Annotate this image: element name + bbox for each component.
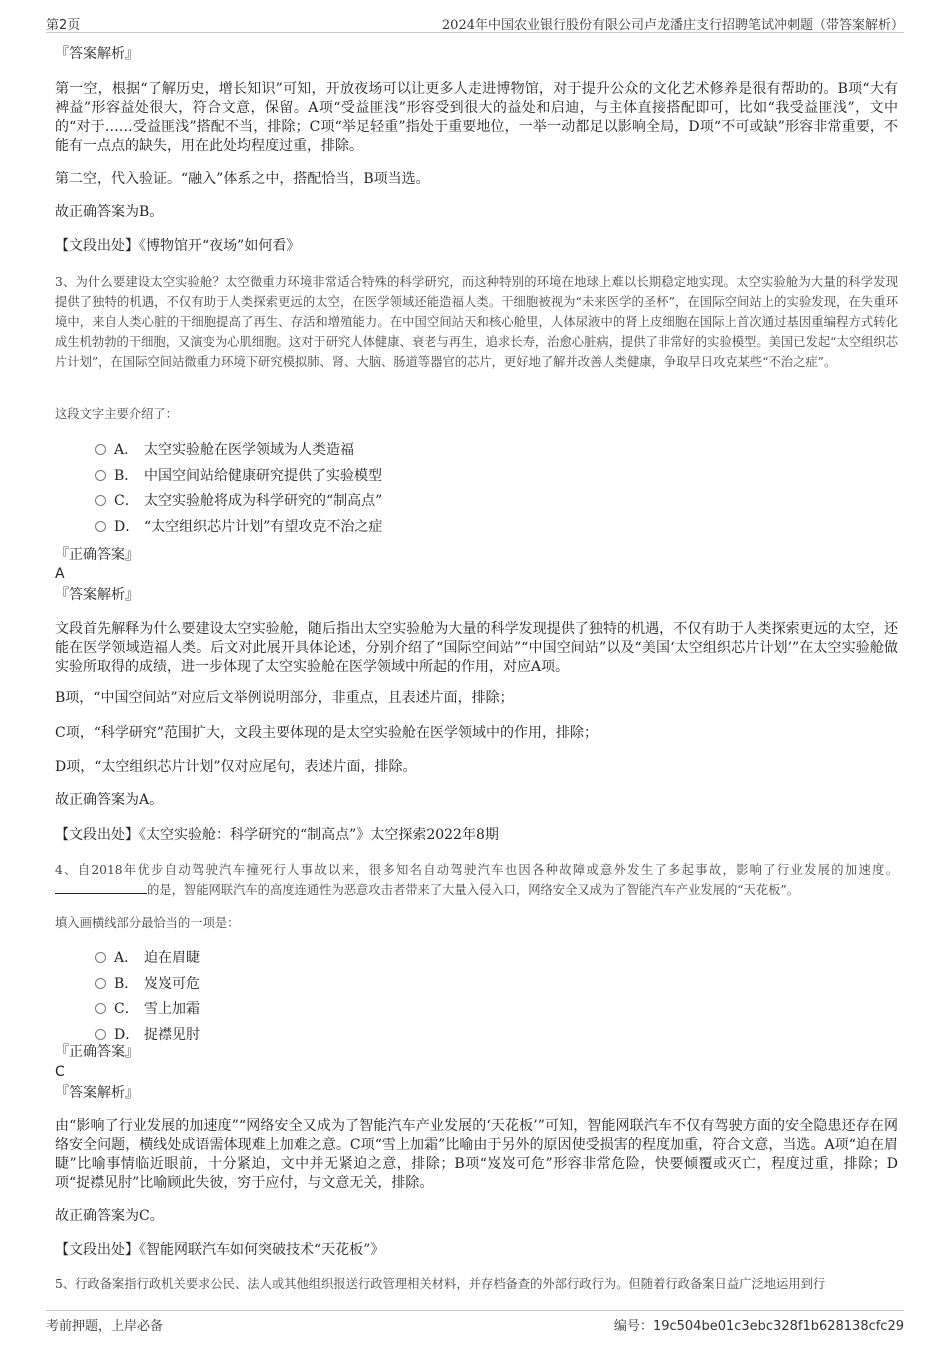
q4-answer-label-block [55, 1043, 898, 1062]
radio-icon[interactable] [95, 444, 106, 455]
q4-option-d[interactable]: D． 捉襟见肘 [95, 1024, 200, 1046]
q3-prompt-block [55, 404, 898, 424]
q4-stem-block [55, 860, 898, 900]
footer-slogan: 考前押题，上岸必备 [46, 1319, 164, 1334]
q3-conclusion-block [55, 791, 898, 810]
page-number: 第2页 [46, 18, 81, 33]
q3-analysis-p2: B项，“中国空间站”对应后文举例说明部分，非重点，且表述片面，排除； [55, 690, 514, 706]
footer-code-value: 19c504be01c3ebc328f1b628138cfc29 [652, 1319, 904, 1334]
q3-analysis-p2-block [55, 689, 898, 708]
q4-prompt: 填入画横线部分最恰当的一项是： [55, 916, 240, 930]
q2-conclusion-block [55, 203, 898, 222]
q2-source-block [55, 237, 898, 256]
q4-conclusion: 故正确答案为C。 [55, 1208, 164, 1224]
q4-source: 【文段出处】《智能网联汽车如何突破技术“天花板”》 [55, 1242, 385, 1258]
radio-icon[interactable] [95, 1029, 106, 1040]
radio-icon[interactable] [95, 495, 106, 506]
q3-stem: 3、为什么要建设太空实验舱？太空微重力环境非常适合特殊的科学研究，而这种特别的环境在地球上难以长期稳定地实现。太空实验舱为大量的科学发现提供了独特的机遇，不仅有助于人类探索更远的太空，在医学领域还能造福人类。干细胞被视为“未来医学的圣杯”，在国际空间站上的实验发现，在失重环境中，来自人类心脏的干细胞提高了再生、存活和增殖能力。在中国空间站天和核心舱里，人体尿液中的肾上皮细胞在国际上首次通过基因重编程方式转化成生机勃勃的干细胞，又演变为心肌细胞。这对于研究人体健康、衰老与再生，追求长寿，治愈心脏病，提供了非常好的实验模型。美国已发起“太空组织芯片计划”，在国际空间站微重力环境下研究模拟肺、肾、大脑、肠道等器官的芯片，更好地了解并改善人类健康，争取早日攻克某些“不治之症”。 [55, 275, 898, 369]
q3-option-c[interactable]: C． 太空实验舱将成为科学研究的“制高点” [95, 490, 382, 512]
q3-answer: A [55, 566, 65, 582]
q2-source: 【文段出处】《博物馆开“夜场”如何看》 [55, 238, 301, 254]
q4-prompt-block [55, 913, 898, 933]
q2-conclusion: 故正确答案为B。 [55, 204, 164, 220]
q3-prompt: 这段文字主要介绍了： [55, 407, 178, 421]
q3-option-b[interactable]: B． 中国空间站给健康研究提供了实验模型 [95, 465, 382, 487]
q2-analysis-label: 『答案解析』 [55, 46, 139, 62]
q4-option-c[interactable]: C． 雪上加霜 [95, 998, 200, 1020]
q4-analysis-label: 『答案解析』 [55, 1085, 139, 1101]
footer-code [614, 1315, 904, 1334]
q3-analysis-label-block [55, 586, 898, 605]
q4-analysis-p1-block [55, 1117, 898, 1193]
q2-analysis-p1-block [55, 80, 898, 156]
q5-stem: 5、行政备案指行政机关要求公民、法人或其他组织报送行政管理相关材料，并存档备查的外部行政行为。但随着行政备案日益广泛地运用到行 [55, 1277, 826, 1291]
q3-analysis-p1: 文段首先解释为什么要建设太空实验舱，随后指出太空实验舱为大量的科学发现提供了独特的机遇，不仅有助于人类探索更远的太空，还能在医学领域造福人类。后文对此展开具体论述，分别介绍了“国际空间站”“中国空间站”以及“美国‘太空组织芯片计划’”在太空实验舱做实验所取得的成绩，进一步体现了太空实验舱在医学领域中所起的作用，对应A项。 [55, 621, 898, 675]
q2-analysis-p2: 第二空，代入验证。“融入”体系之中，搭配恰当，B项当选。 [55, 171, 430, 187]
q2-analysis-label-block [55, 45, 898, 64]
radio-icon[interactable] [95, 978, 106, 989]
q2-analysis-p1: 第一空，根据“了解历史，增长知识”可知，开放夜场可以让更多人走进博物馆，对于提升公众的文化艺术修养是很有帮助的。B项“大有裨益”形容益处很大，符合文意，保留。A项“受益匪浅”形容受到很大的益处和启迪，与主体直接搭配即可，比如“我受益匪浅”，文中的“对于……受益匪浅”搭配不当，排除；C项“举足轻重”指处于重要地位，一举一动都足以影响全局，D项“不可或缺”形容非常重要，不能有一点点的缺失，用在此处均程度过重，排除。 [55, 81, 898, 154]
document-title: 2024年中国农业银行股份有限公司卢龙潘庄支行招聘笔试冲刺题（带答案解析） [441, 18, 904, 33]
q3-source: 【文段出处】《太空实验舱：科学研究的“制高点”》太空探索2022年8期 [55, 827, 499, 843]
q4-stem-end: 的是，智能网联汽车的高度连通性为恶意攻击者带来了大量入侵入口，网络安全又成为了智能汽车产业发展的“天花板”。 [147, 883, 800, 897]
q3-analysis-p1-block [55, 620, 898, 677]
q3-stem-block [55, 272, 898, 372]
q3-analysis-p3: C项，“科学研究”范围扩大，文段主要体现的是太空实验舱在医学领域中的作用，排除； [55, 725, 599, 741]
q4-source-block [55, 1241, 898, 1260]
page-footer [46, 1310, 904, 1333]
footer-code-label: 编号： [613, 1319, 653, 1334]
q3-option-a[interactable]: A． 太空实验舱在医学领域为人类造福 [95, 439, 354, 461]
q5-stem-block [55, 1274, 898, 1294]
radio-icon[interactable] [95, 952, 106, 963]
radio-icon[interactable] [95, 1003, 106, 1014]
q3-analysis-p4-block [55, 758, 898, 777]
q3-option-d[interactable]: D． “太空组织芯片计划”有望攻克不治之症 [95, 516, 382, 538]
q4-answer: C [55, 1064, 65, 1080]
q4-answer-block [55, 1063, 898, 1082]
q3-conclusion: 故正确答案为A。 [55, 792, 164, 808]
q3-analysis-p3-block [55, 724, 898, 743]
q4-option-a[interactable]: A． 迫在眉睫 [95, 947, 200, 969]
q4-stem-start: 4、自2018年优步自动驾驶汽车撞死行人事故以来，很多知名自动驾驶汽车也因各种故障或意外发生了多起事故，影响了行业发展的加速度。 [55, 863, 898, 877]
q4-conclusion-block [55, 1207, 898, 1226]
q2-analysis-p2-block [55, 170, 898, 189]
q4-analysis-label-block [55, 1084, 898, 1103]
q3-analysis-label: 『答案解析』 [55, 587, 139, 603]
q3-source-block [55, 826, 898, 845]
q3-analysis-p4: D项，“太空组织芯片计划”仅对应尾句，表述片面，排除。 [55, 759, 417, 775]
page-header [46, 12, 904, 33]
q4-answer-label: 『正确答案』 [55, 1044, 139, 1060]
q3-answer-label-block [55, 546, 898, 565]
q4-analysis-p1: 由“影响了行业发展的加速度”“网络安全又成为了智能汽车产业发展的‘天花板’”可知，智能网联汽车不仅有驾驶方面的安全隐患还存在网络安全问题，横线处成语需体现难上加难之意。C项“雪上加霜”比喻由于另外的原因使受损害的程度加重，符合文意，当选。A项“迫在眉睫”比喻事情临近眼前，十分紧迫，文中并无紧迫之意，排除；B项“岌岌可危”形容非常危险，快要倾覆或灭亡，程度过重，排除；D项“捉襟见肘”比喻顾此失彼，穷于应付，与文意无关，排除。 [55, 1118, 898, 1191]
q3-answer-block [55, 565, 898, 584]
radio-icon[interactable] [95, 521, 106, 532]
q4-blank [55, 881, 147, 894]
q4-option-b[interactable]: B． 岌岌可危 [95, 973, 200, 995]
radio-icon[interactable] [95, 470, 106, 481]
q3-answer-label: 『正确答案』 [55, 547, 139, 563]
